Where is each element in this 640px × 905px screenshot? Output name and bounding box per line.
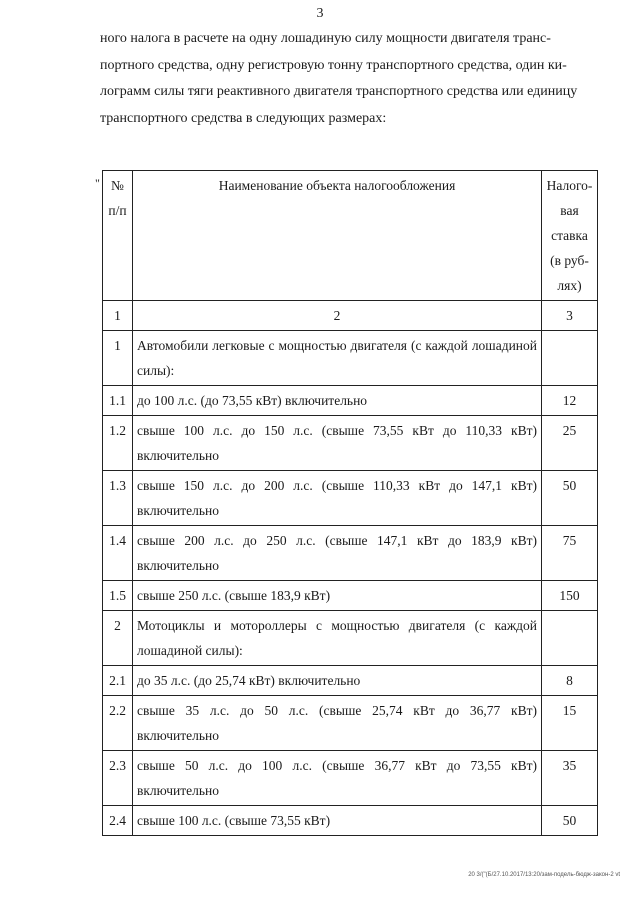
row-number: 1.4	[103, 526, 133, 581]
row-number: 2.4	[103, 806, 133, 836]
table-row	[103, 611, 598, 666]
row-tax-rate: 35	[542, 751, 598, 806]
intro-line: транспортного средства в следующих размерах:	[100, 110, 387, 126]
row-object-name: свыше 100 л.с. (свыше 73,55 кВт)	[133, 806, 542, 836]
intro-line: ного налога в расчете на одну лошадиную силу мощности двигателя транс-	[100, 31, 551, 46]
row-object-name: до 35 л.с. (до 25,74 кВт) включительно	[133, 666, 542, 696]
row-number: 2.2	[103, 696, 133, 751]
row-number: 1.3	[103, 471, 133, 526]
column-index: 3	[542, 301, 598, 331]
table-row	[103, 416, 598, 471]
table-row	[103, 696, 598, 751]
column-index-row	[103, 301, 598, 331]
intro-paragraph	[100, 26, 596, 132]
row-number: 1.1	[103, 386, 133, 416]
row-object-name: свыше 150 л.с. до 200 л.с. (свыше 110,33 кВт до 147,1 кВт) включительно	[133, 471, 542, 526]
row-object-name: свыше 250 л.с. (свыше 183,9 кВт)	[133, 581, 542, 611]
row-object-name: до 100 л.с. (до 73,55 кВт) включительно	[133, 386, 542, 416]
row-number: 1	[103, 331, 133, 386]
header-tax-rate: Налого-вая ставка (в руб-лях)	[542, 171, 598, 301]
column-index: 2	[133, 301, 542, 331]
table-row	[103, 331, 598, 386]
row-object-name: Мотоциклы и мотороллеры с мощностью двигателя (с каждой лошадиной силы):	[133, 611, 542, 666]
row-number: 2.1	[103, 666, 133, 696]
header-number: № п/п	[103, 171, 133, 301]
table-row	[103, 751, 598, 806]
intro-line: портного средства, одну регистровую тонну транспортного средства, один ки-	[100, 57, 567, 73]
row-object-name: свыше 35 л.с. до 50 л.с. (свыше 25,74 кВт до 36,77 кВт) включительно	[133, 696, 542, 751]
row-tax-rate: 25	[542, 416, 598, 471]
row-tax-rate	[542, 331, 598, 386]
table-row	[103, 581, 598, 611]
table-row	[103, 806, 598, 836]
table-header-row	[103, 171, 598, 301]
column-index: 1	[103, 301, 133, 331]
row-number: 2.3	[103, 751, 133, 806]
row-number: 1.5	[103, 581, 133, 611]
row-number: 2	[103, 611, 133, 666]
row-tax-rate: 8	[542, 666, 598, 696]
row-tax-rate: 50	[542, 471, 598, 526]
header-object-name: Наименование объекта налогообложения	[133, 171, 542, 301]
row-number: 1.2	[103, 416, 133, 471]
table-body	[103, 301, 598, 836]
row-tax-rate	[542, 611, 598, 666]
row-tax-rate: 12	[542, 386, 598, 416]
row-object-name: свыше 200 л.с. до 250 л.с. (свыше 147,1 кВт до 183,9 кВт) включительно	[133, 526, 542, 581]
row-tax-rate: 150	[542, 581, 598, 611]
row-object-name: Автомобили легковые с мощностью двигателя (с каждой лошадиной силы):	[133, 331, 542, 386]
intro-line: лограмм силы тяги реактивного двигателя транспортного средства или единицу	[100, 84, 578, 99]
tax-rate-table	[102, 170, 598, 836]
table-row	[103, 386, 598, 416]
opening-quote-mark: "	[95, 176, 100, 190]
row-object-name: свыше 50 л.с. до 100 л.с. (свыше 36,77 кВт до 73,55 кВт) включительно	[133, 751, 542, 806]
table-row	[103, 471, 598, 526]
row-tax-rate: 15	[542, 696, 598, 751]
footer-file-stamp: 20 3/("(Б/27.10.2017/13:20/зам-подель-бюдж-закон-2 vt	[468, 872, 620, 878]
table-row	[103, 526, 598, 581]
row-tax-rate: 75	[542, 526, 598, 581]
row-tax-rate: 50	[542, 806, 598, 836]
page-number: 3	[316, 6, 324, 21]
row-object-name: свыше 100 л.с. до 150 л.с. (свыше 73,55 кВт до 110,33 кВт) включительно	[133, 416, 542, 471]
table-row	[103, 666, 598, 696]
